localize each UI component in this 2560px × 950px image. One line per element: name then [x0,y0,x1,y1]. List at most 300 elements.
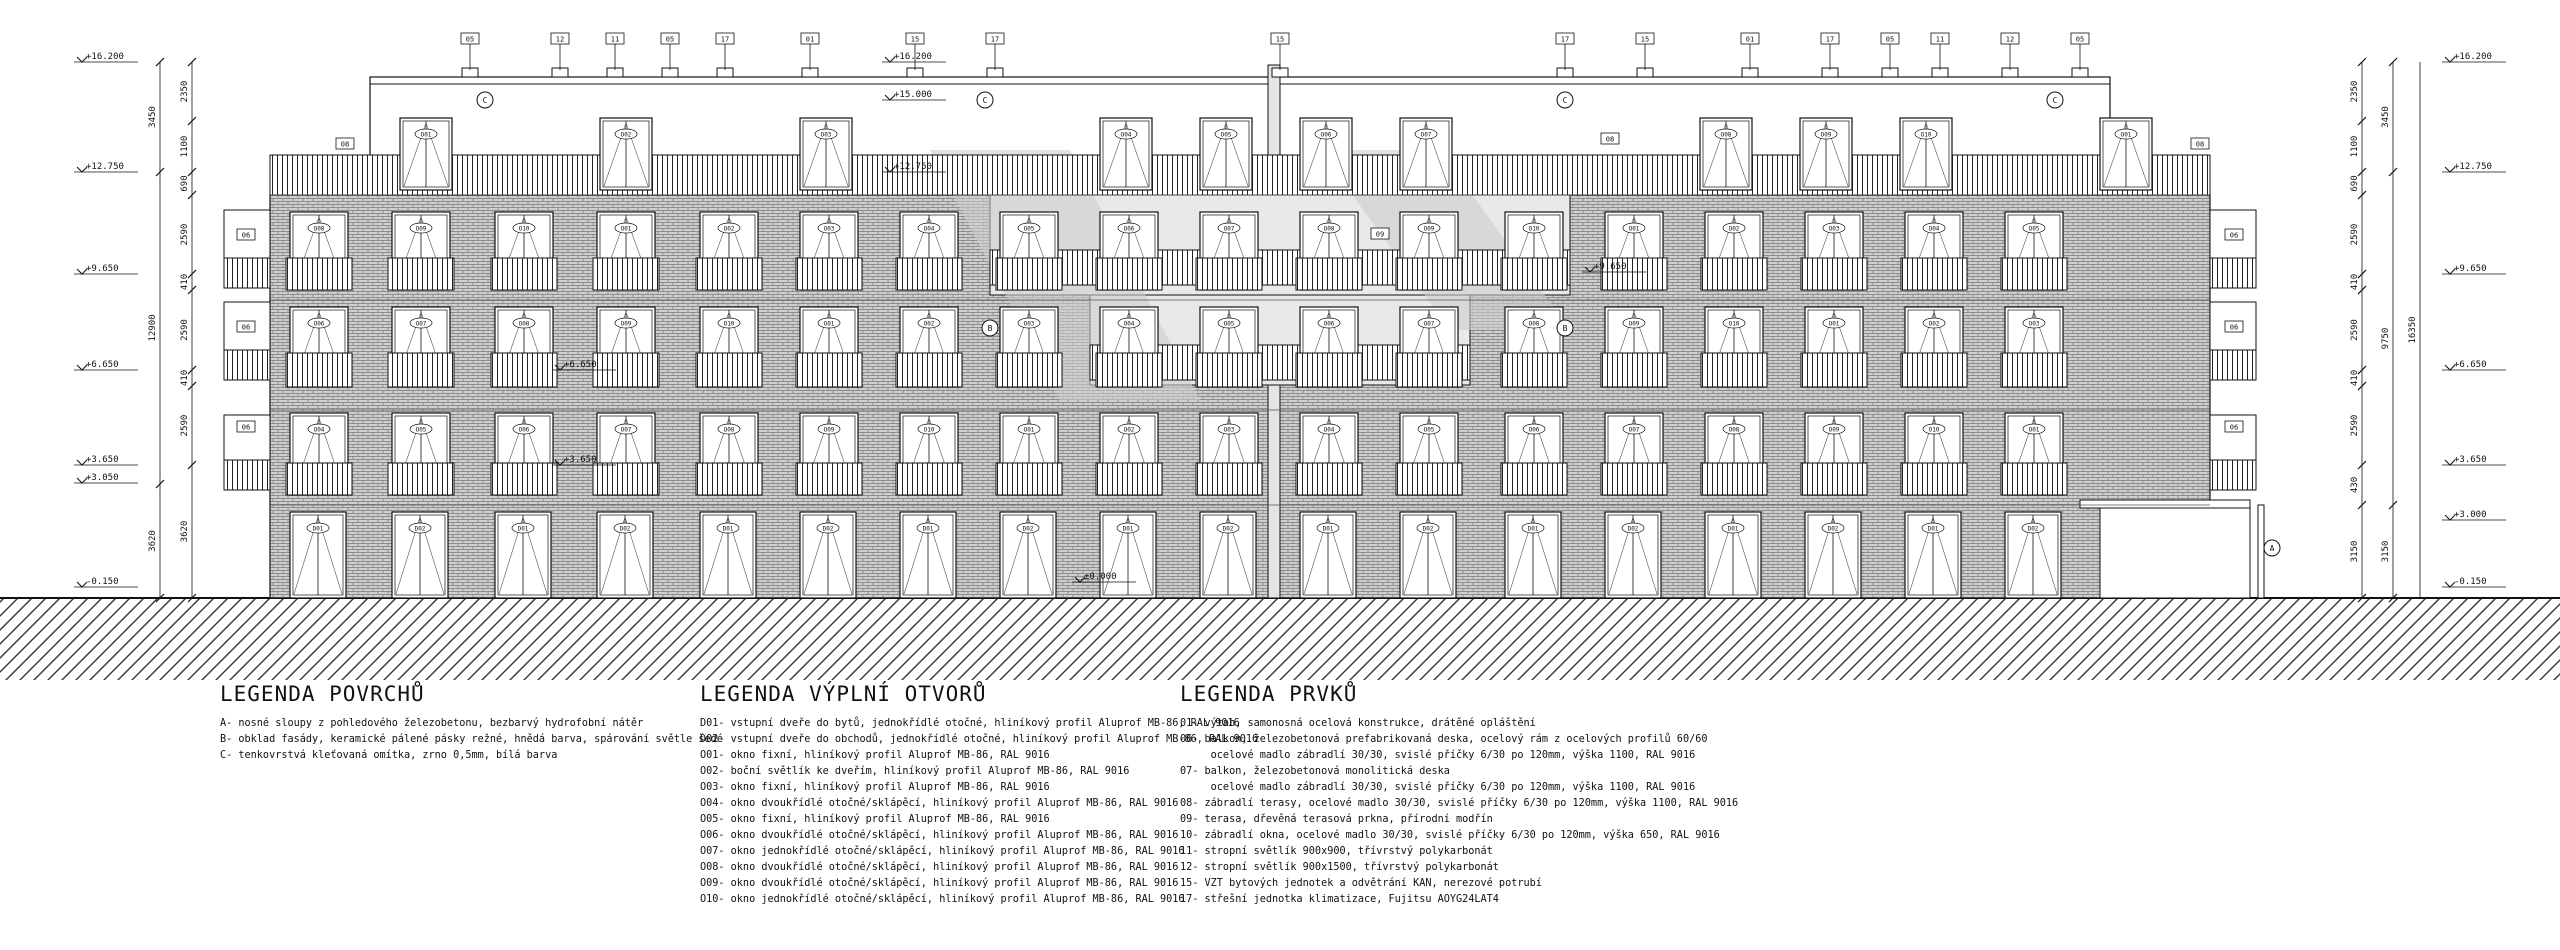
elevation-value: +3.050 [86,473,119,483]
window-code: O05 [1423,426,1435,434]
window-railing [696,258,762,290]
window-code: O06 [518,426,530,434]
window-railing [1096,463,1162,495]
window-railing [1501,258,1567,290]
window-code: O02 [1123,426,1135,434]
element-tag-code: 09 [1375,230,1385,239]
window [1100,512,1156,598]
window-code: O07 [1423,320,1435,328]
window-railing [1501,463,1567,495]
window-railing [1601,463,1667,495]
legend-item: O05- okno fixní, hliníkový profil Aluprof MB-86, RAL 9016 [700,814,1050,825]
legend-item: O08- okno dvoukřídlé otočné/sklápěcí, hliníkový profil Aluprof MB-86, RAL 9016 [700,862,1179,873]
legend-elements-title: LEGENDA PRVKŮ [1180,682,1358,706]
window-code: O07 [415,320,427,328]
window-code: O09 [620,320,632,328]
legend-item: O06- okno dvoukřídlé otočné/sklápěcí, hliníkový profil Aluprof MB-86, RAL 9016 [700,830,1179,841]
window [1601,413,1667,495]
window-code: O04 [1928,225,1940,233]
window-code: D02 [414,525,426,533]
surface-marker-label: B [1562,324,1568,333]
dim-left-inner-value: 1100 [180,135,190,158]
legend-item: 10- zábradlí okna, ocelové madlo 30/30, svislé příčky 6/30 po 120mm, výška 650, RAL 9016 [1180,830,1720,841]
window-code: O10 [1920,131,1932,139]
window-code: D02 [619,525,631,533]
dim-left-inner-value: 2590 [180,414,190,437]
window-code: O06 [1528,426,1540,434]
open-corner [2100,505,2250,598]
window [1100,118,1152,190]
window [1096,413,1162,495]
dim-right-inner-value: 2350 [2350,80,2360,103]
legend-item: O03- okno fixní, hliníkový profil Aluprof MB-86, RAL 9016 [700,782,1050,793]
window-code: D01 [1727,525,1739,533]
window [1701,212,1767,290]
legend-item: O01- okno fixní, hliníkový profil Aluprof MB-86, RAL 9016 [700,750,1050,761]
window [2005,512,2061,598]
elevation-value: ±0.000 [1084,572,1117,582]
window-code: O10 [723,320,735,328]
window [388,307,454,387]
dim-left-inner-value: 410 [180,369,190,387]
window [593,212,659,290]
elevation-value: +16.200 [894,52,932,62]
dim-right-inner-value: 430 [2350,476,2360,494]
window-railing [388,353,454,387]
elevation-value: +3.650 [86,455,119,465]
window [796,307,862,387]
window [593,413,659,495]
dim-left-inner-value: 3620 [180,520,190,543]
window-code: O09 [823,426,835,434]
window [1901,413,1967,495]
window-code: O01 [2120,131,2132,139]
legend-item: C- tenkovrstvá kleťovaná omítka, zrno 0,5mm, bílá barva [220,750,558,761]
window-railing [1801,258,1867,290]
window-railing [1801,353,1867,387]
roof-unit-code: 12 [2005,35,2015,44]
window-railing [593,463,659,495]
window [1601,212,1667,290]
window-railing [1296,463,1362,495]
window-code: O10 [1928,426,1940,434]
window-railing [388,463,454,495]
window-code: D02 [1222,525,1234,533]
window [1901,212,1967,290]
dim-left-inner-value: 2590 [180,223,190,246]
window [1505,512,1561,598]
window-code: D02 [1627,525,1639,533]
dim-right-inner-value: 1100 [2350,135,2360,158]
window-railing [1196,258,1262,290]
window-railing [796,353,862,387]
window [1800,118,1852,190]
elevation-value: +9.650 [86,264,119,274]
window-railing [286,353,352,387]
window-code: O05 [1023,225,1035,233]
legend-item: D02- vstupní dveře do obchodů, jednokřídlé otočné, hliníkový profil Aluprof MB-86, RAL 9016 [700,734,1259,745]
legend-item: ocelové madlo zábradlí 30/30, svislé příčky 6/30 po 120mm, výška 1100, RAL 9016 [1180,750,1696,761]
window-code: O02 [1728,225,1740,233]
window-railing [286,463,352,495]
window [1805,512,1861,598]
legend-surfaces-title: LEGENDA POVRCHŮ [220,682,425,706]
window [1396,413,1462,495]
window-railing [1196,353,1262,387]
window-railing [1096,258,1162,290]
element-tag-code: 06 [2229,423,2239,432]
window-code: O09 [415,225,427,233]
window-code: O07 [1420,131,1432,139]
window [388,212,454,290]
window [1501,212,1567,290]
building-structure [0,65,2560,680]
window-code: O05 [415,426,427,434]
legend-item: 11- stropní světlík 900x900, třívrstvý polykarbonát [1180,846,1493,857]
side-balcony-railing [2210,350,2256,380]
window-code: O06 [1123,225,1135,233]
window-code: O04 [313,426,325,434]
window-code: O08 [723,426,735,434]
window [593,307,659,387]
elevation-value: +12.750 [2454,162,2492,172]
window-code: O05 [2028,225,2040,233]
window-code: O02 [620,131,632,139]
roof-unit-code: 17 [720,35,730,44]
window-code: O02 [923,320,935,328]
elevation-value: +6.650 [564,360,597,370]
window-code: O06 [313,320,325,328]
window-code: O01 [1023,426,1035,434]
window [1396,212,1462,290]
window-railing [593,258,659,290]
dim-right-inner-value: 690 [2350,175,2360,192]
window-code: O05 [1223,320,1235,328]
dim-total-value: 16350 [2408,316,2418,344]
window [491,307,557,387]
window-code: O04 [1123,320,1135,328]
surface-marker-label: C [2052,96,2058,105]
window-railing [1501,353,1567,387]
window-code: O07 [1223,225,1235,233]
surface-marker-label: C [1562,96,1568,105]
window [388,413,454,495]
window-code: O07 [620,426,632,434]
dim-right-inner-value: 2590 [2350,319,2360,341]
legend-item: 08- zábradlí terasy, ocelové madlo 30/30, svislé příčky 6/30 po 120mm, výška 1100, RAL 9016 [1180,798,1739,809]
ground-hatch [0,598,2560,680]
element-tag-code: 08 [1605,135,1615,144]
window [600,118,652,190]
window [896,212,962,290]
elevation-value: +9.650 [2454,264,2487,274]
window [800,512,856,598]
window-code: D01 [1322,525,1334,533]
dim-left-outer-value: 12900 [148,314,158,342]
dim-left-outer-value: 3620 [148,530,158,552]
window-code: O03 [2028,320,2040,328]
window-railing [491,258,557,290]
window [1196,413,1262,495]
element-tag-code: 06 [2229,231,2239,240]
window-code: D02 [1422,525,1434,533]
window [996,307,1062,387]
dim-left-inner-value: 2350 [180,80,190,103]
roof-unit-code: 11 [1935,35,1945,44]
legend-item: O02- boční světlík ke dveřím, hliníkový profil Aluprof MB-86, RAL 9016 [700,766,1130,777]
window-railing [696,463,762,495]
dim-left-inner-value: 2590 [180,319,190,341]
window-code: O08 [1728,426,1740,434]
window [286,212,352,290]
element-tag-code: 08 [2195,140,2205,149]
window [1605,512,1661,598]
window-code: D01 [1927,525,1939,533]
window-railing [1901,463,1967,495]
dim-left-inner-value: 690 [180,175,190,192]
legend-item: 06- balkon, železobetonová prefabrikovaná deska, ocelový rám z ocelových profilů 60/60 [1180,734,1708,745]
window [2001,212,2067,290]
window [900,512,956,598]
window [696,212,762,290]
window [1701,413,1767,495]
window-railing [1701,258,1767,290]
window-railing [1701,353,1767,387]
elevation-value: +6.650 [2454,360,2487,370]
window-code: O02 [1928,320,1940,328]
window-railing [1901,353,1967,387]
elevation-value: +16.200 [2454,52,2492,62]
element-tag-code: 06 [2229,323,2239,332]
window [1700,118,1752,190]
window-code: O06 [1320,131,1332,139]
elevation-value: +3.000 [2454,510,2487,520]
window [597,512,653,598]
window-code: D02 [1022,525,1034,533]
window [286,413,352,495]
legend-item: 17- střešní jednotka klimatizace, Fujitsu AOYG24LAT4 [1180,894,1499,905]
element-tag-code: 08 [340,140,350,149]
window-code: O03 [823,225,835,233]
legend-item: ocelové madlo zábradlí 30/30, svislé příčky 6/30 po 120mm, výška 1100, RAL 9016 [1180,782,1696,793]
window-code: O04 [923,225,935,233]
roof-unit-code: 01 [1745,35,1755,44]
window-code: O01 [1828,320,1840,328]
window [1701,307,1767,387]
surface-marker-label: B [987,324,993,333]
elevation-value: +16.200 [86,52,124,62]
element-tag-code: 06 [241,231,251,240]
window [2001,413,2067,495]
surface-marker-label: C [982,96,988,105]
window-code: D01 [922,525,934,533]
side-balcony-railing [224,258,270,288]
window-code: O03 [1223,426,1235,434]
window-railing [1701,463,1767,495]
corner-slab [2080,500,2250,508]
roof-unit-code: 11 [610,35,620,44]
window-code: O04 [1323,426,1335,434]
window-code: O08 [1720,131,1732,139]
legend-item: 07- balkon, železobetonová monolitická deska [1180,766,1450,777]
window [1400,118,1452,190]
window [1196,212,1262,290]
roof-unit-code: 15 [1275,35,1285,44]
window-code: O10 [1728,320,1740,328]
window-railing [1296,258,1362,290]
window-railing [388,258,454,290]
dim-right-inner-value: 2590 [2350,414,2360,437]
side-balcony-railing [224,350,270,380]
legend-openings-title: LEGENDA VÝPLNÍ OTVORŮ [700,682,987,706]
window [1300,118,1352,190]
window [1705,512,1761,598]
roof-unit-code: 05 [665,35,675,44]
roof-unit-code: 05 [2075,35,2085,44]
dim-right-outer-value: 3150 [2381,540,2391,563]
window-railing [1396,463,1462,495]
roof-unit-code: 05 [465,35,475,44]
legend-elements [1180,682,1738,908]
window-code: O01 [2028,426,2040,434]
window-railing [996,258,1062,290]
window [1900,118,1952,190]
legend-openings [700,682,1258,908]
window-code: D01 [1122,525,1134,533]
dim-left-outer-value: 3450 [148,106,158,128]
window-code: O08 [1323,225,1335,233]
window [696,307,762,387]
dim-right-inner-value: 2590 [2350,223,2360,246]
window-code: O01 [620,225,632,233]
window-railing [996,463,1062,495]
window [491,413,557,495]
side-balcony-railing [224,460,270,490]
window-code: O10 [1528,225,1540,233]
window-railing [1601,353,1667,387]
window [1296,212,1362,290]
roof-unit-code: 17 [1825,35,1835,44]
dim-right-outer-value: 9750 [2381,327,2391,350]
side-balcony-railing [2210,460,2256,490]
legend-item: O04- okno dvoukřídlé otočné/sklápěcí, hliníkový profil Aluprof MB-86, RAL 9016 [700,798,1179,809]
window [392,512,448,598]
elevation-value: -0.150 [86,577,119,587]
elevation-value: +3.650 [2454,455,2487,465]
window-railing [1396,353,1462,387]
window-code: D01 [517,525,529,533]
window-railing [696,353,762,387]
legend-item: D01- vstupní dveře do bytů, jednokřídlé otočné, hliníkový profil Aluprof MB-86, RAL 9016 [700,718,1240,729]
window-code: O03 [820,131,832,139]
legend-item: B- obklad fasády, keramické pálené pásky režné, hnědá barva, spárování světle šedé [220,734,723,745]
window [1601,307,1667,387]
window-code: O08 [1528,320,1540,328]
window [286,307,352,387]
window-code: O01 [823,320,835,328]
window-code: O02 [723,225,735,233]
window-code: D01 [312,525,324,533]
window-code: O09 [1828,426,1840,434]
window [1801,307,1867,387]
elevation-value: +15.000 [894,90,932,100]
window-code: D02 [1827,525,1839,533]
window [290,512,346,598]
dim-right-inner-value: 410 [2350,369,2360,387]
window [1200,118,1252,190]
window [796,413,862,495]
window-railing [1801,463,1867,495]
window-code: O07 [1628,426,1640,434]
window-railing [491,463,557,495]
window [495,512,551,598]
elevation-value: +12.750 [86,162,124,172]
window [996,212,1062,290]
elevation-value: -0.150 [2454,577,2487,587]
element-tag-code: 06 [241,323,251,332]
window [800,118,852,190]
dim-left-inner-value: 410 [180,273,190,291]
window [1200,512,1256,598]
elevation-value: +9.650 [1594,262,1627,272]
roof-unit-code: 15 [910,35,920,44]
window-code: O03 [1023,320,1035,328]
window [996,413,1062,495]
window-code: O06 [1323,320,1335,328]
window-code: O03 [1828,225,1840,233]
window [1196,307,1262,387]
legend-item: O09- okno dvoukřídlé otočné/sklápěcí, hliníkový profil Aluprof MB-86, RAL 9016 [700,878,1179,889]
window-code: O05 [1220,131,1232,139]
window-railing [896,463,962,495]
window [1501,413,1567,495]
window [1296,307,1362,387]
window-railing [1296,353,1362,387]
window-code: O01 [420,131,432,139]
legend-surfaces [220,682,723,764]
window [1096,307,1162,387]
roof-unit-code: 05 [1885,35,1895,44]
window-railing [796,463,862,495]
elevation-value: +3.650 [564,455,597,465]
window-code: O09 [1820,131,1832,139]
window [1501,307,1567,387]
elevation-value: +6.650 [86,360,119,370]
window-railing [996,353,1062,387]
window-code: O01 [1628,225,1640,233]
roof-unit-code: 01 [805,35,815,44]
recess-railing [990,250,1570,285]
window [1901,307,1967,387]
window-railing [1096,353,1162,387]
window-railing [896,258,962,290]
corner-column [2258,505,2264,598]
window-code: O10 [518,225,530,233]
window [1801,413,1867,495]
legend-item: 15- VZT bytových jednotek a odvětrání KAN, nerezové potrubí [1180,878,1542,889]
window-railing [2001,463,2067,495]
window-code: O08 [313,225,325,233]
window-railing [896,353,962,387]
window-railing [491,353,557,387]
surface-marker-label: A [2269,544,2275,553]
legend-item: A- nosné sloupy z pohledového železobetonu, bezbarvý hydrofobní nátěr [220,718,644,729]
dim-right-outer-value: 3450 [2381,106,2391,128]
element-tag-code: 06 [241,423,251,432]
legend-item: O07- okno jednokřídlé otočné/sklápěcí, hliníkový profil Aluprof MB-86, RAL 9016 [700,846,1185,857]
window-code: O08 [518,320,530,328]
roof-unit-code: 15 [1640,35,1650,44]
